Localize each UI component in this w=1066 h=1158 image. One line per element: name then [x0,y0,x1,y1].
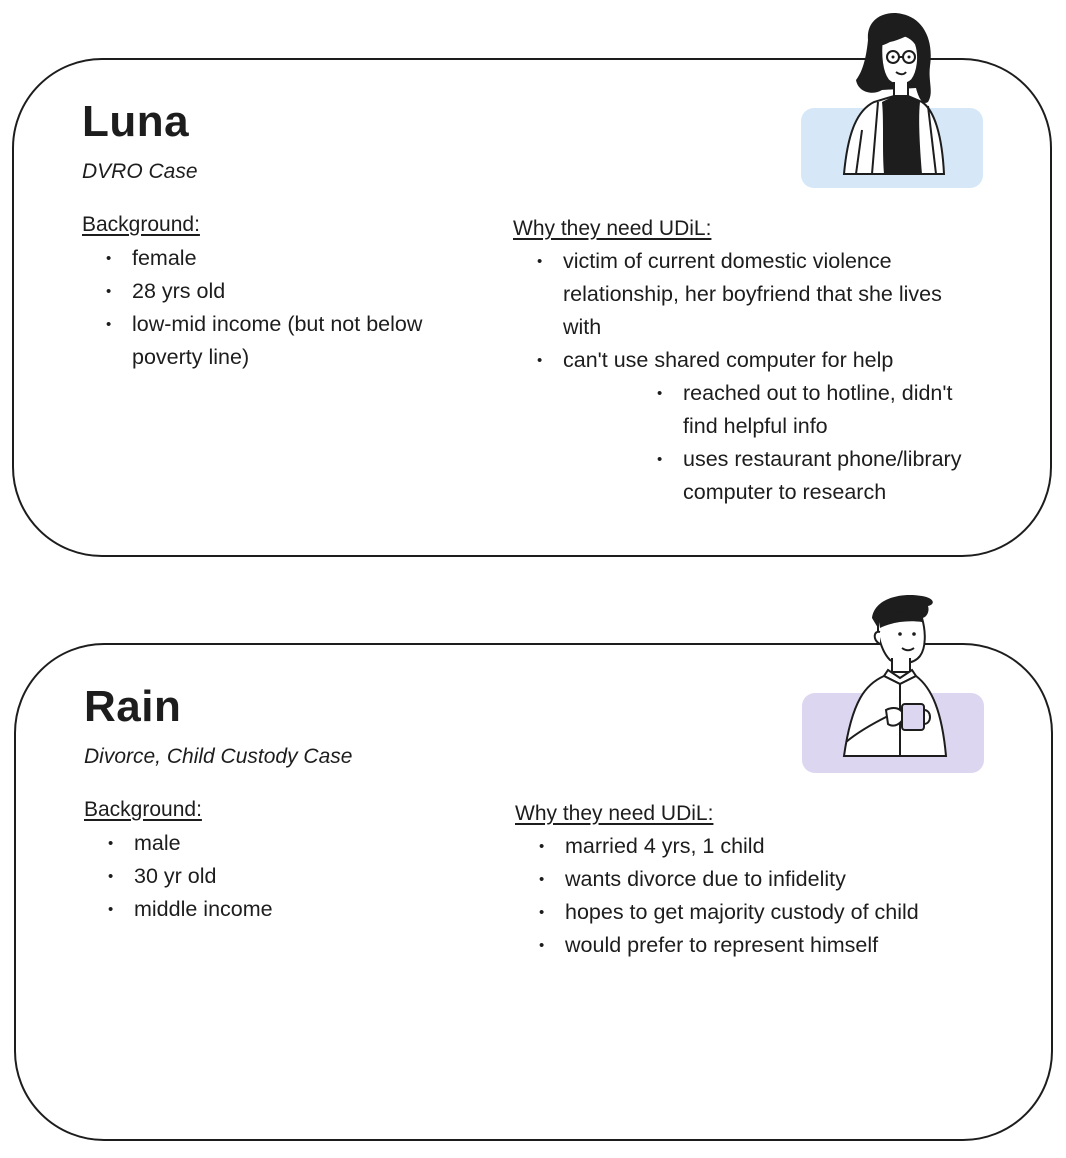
list-item: • 28 yrs old [82,275,442,308]
list-item-text: can't use shared computer for help [563,348,894,372]
background-list [82,242,442,374]
persona-case-type: Divorce, Child Custody Case [84,745,353,768]
need-heading: Why they need UDiL: [515,802,714,825]
persona-name: Rain [84,682,182,731]
sub-list-item: • uses restaurant phone/library computer to research [633,443,963,509]
need-list [515,830,955,962]
list-item: • victim of current domestic violence relationship, her boyfriend that she lives with [513,245,963,344]
list-item: • middle income [84,893,444,926]
background-heading: Background: [84,798,202,821]
list-item: • 30 yr old [84,860,444,893]
persona-name: Luna [82,97,190,146]
list-item: • hopes to get majority custody of child [515,896,955,929]
list-item: • wants divorce due to infidelity [515,863,955,896]
background-list [84,827,444,926]
list-item [513,344,963,509]
woman-with-glasses-icon [838,10,950,176]
persona-case-type: DVRO Case [82,160,198,183]
man-with-mug-icon [838,592,950,758]
list-item: • married 4 yrs, 1 child [515,830,955,863]
need-heading: Why they need UDiL: [513,217,712,240]
list-item: • low-mid income (but not below poverty line) [82,308,442,374]
list-item: • female [82,242,442,275]
sub-list [563,377,963,509]
background-heading: Background: [82,213,200,236]
list-item: • would prefer to represent himself [515,929,955,962]
list-item: • male [84,827,444,860]
need-list [513,245,963,509]
sub-list-item: • reached out to hotline, didn't find helpful info [633,377,963,443]
